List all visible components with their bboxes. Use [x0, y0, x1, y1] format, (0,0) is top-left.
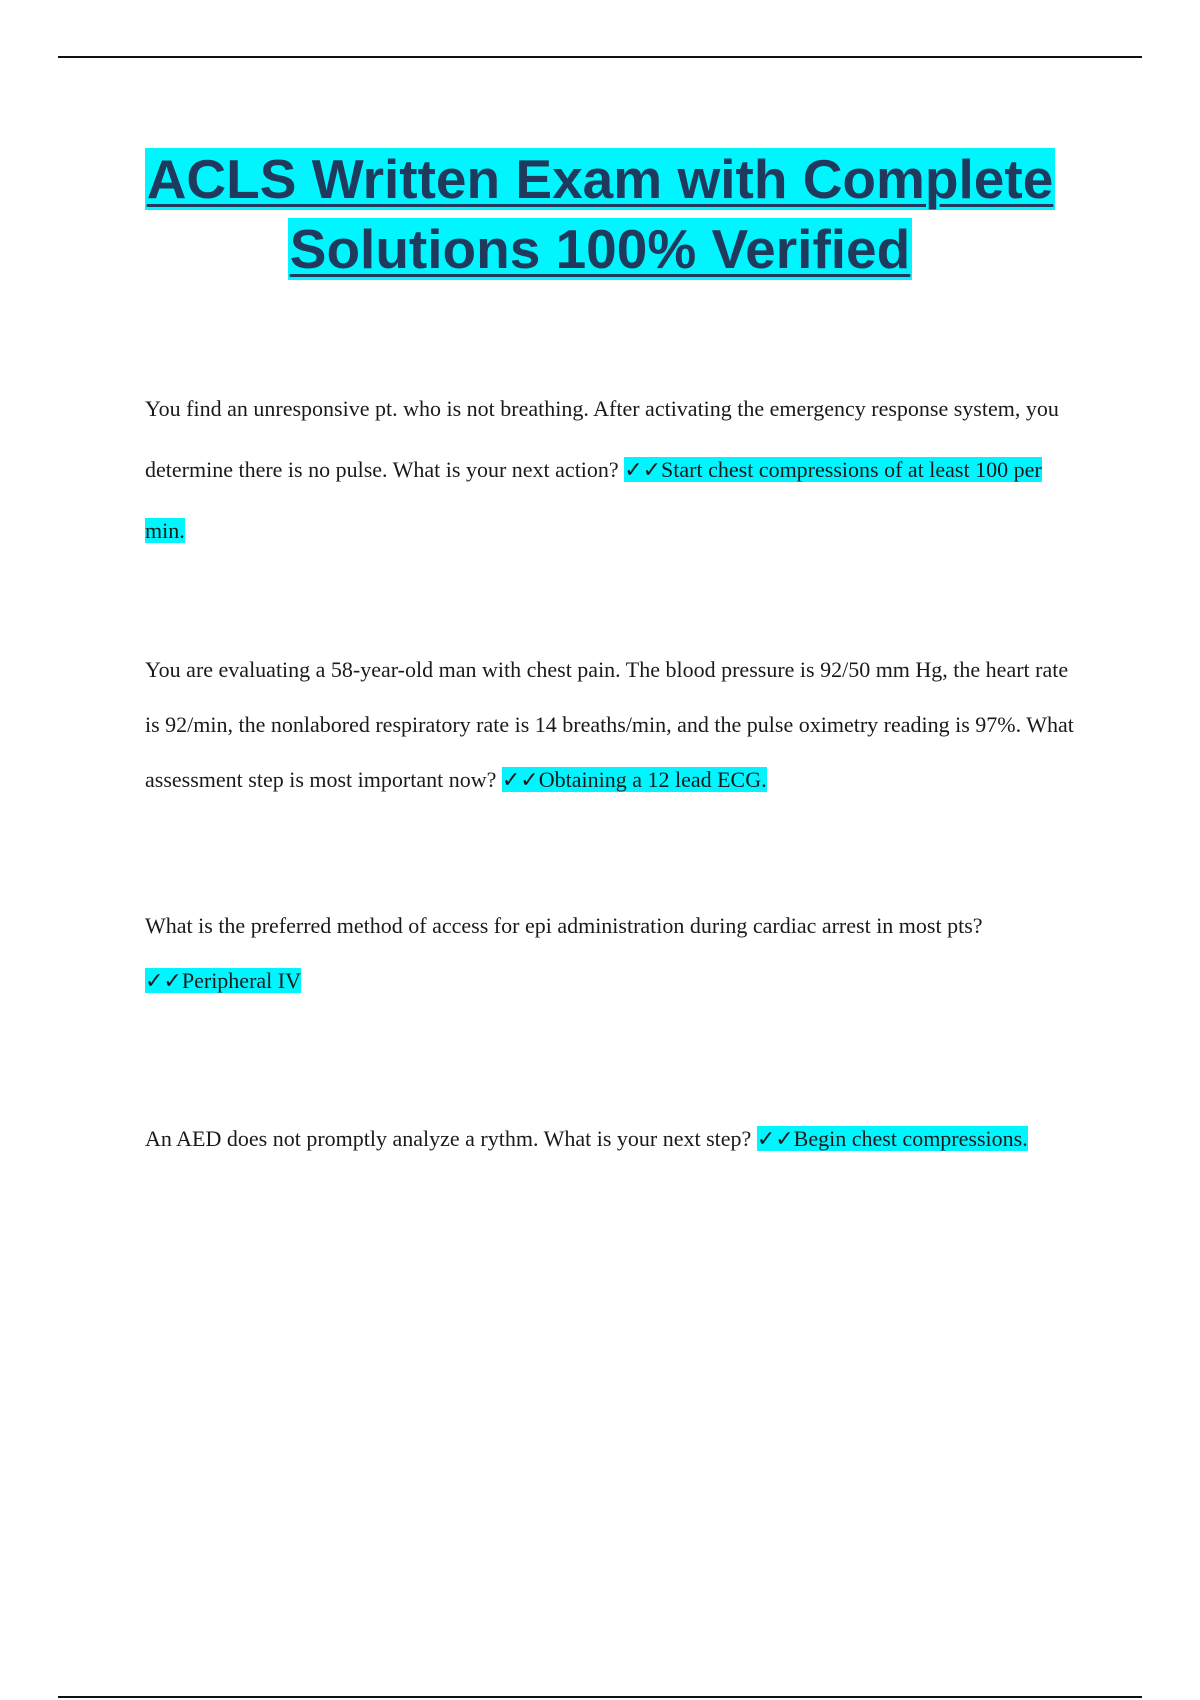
question-text: You are evaluating a 58-year-old man with chest pain. The blood pressure is 92/50 mm Hg, the heart rate is 92/min, the nonlabored respiratory rate is 14 breaths/min, and the pulse oximetry reading is 97%. What assessment step is most important now?	[145, 657, 1074, 792]
qa-item-1	[145, 378, 1080, 561]
question-text: You find an unresponsive pt. who is not breathing. After activating the emergency response system, you determine there is no pulse. What is your next action?	[145, 396, 1059, 482]
answer-text: ✓✓Begin chest compressions.	[756, 1126, 1028, 1151]
document-title	[60, 144, 1140, 284]
title-line-1: ACLS Written Exam with Complete	[146, 148, 1054, 210]
answer-text: ✓✓Peripheral IV	[145, 968, 301, 993]
qa-item-2	[145, 642, 1080, 807]
bottom-rule	[58, 1696, 1142, 1698]
question-text: What is the preferred method of access for epi administration during cardiac arrest in most pts?	[145, 913, 983, 938]
answer-text: ✓✓Obtaining a 12 lead ECG.	[501, 767, 767, 792]
top-rule	[58, 56, 1142, 58]
qa-item-3	[145, 898, 1080, 1008]
qa-item-4	[145, 1106, 1080, 1172]
answer-text: ✓✓Start chest compressions of at least 100 per min.	[145, 457, 1042, 543]
question-text: An AED does not promptly analyze a rythm. What is your next step?	[145, 1126, 752, 1151]
title-line-2: Solutions 100% Verified	[289, 218, 911, 280]
